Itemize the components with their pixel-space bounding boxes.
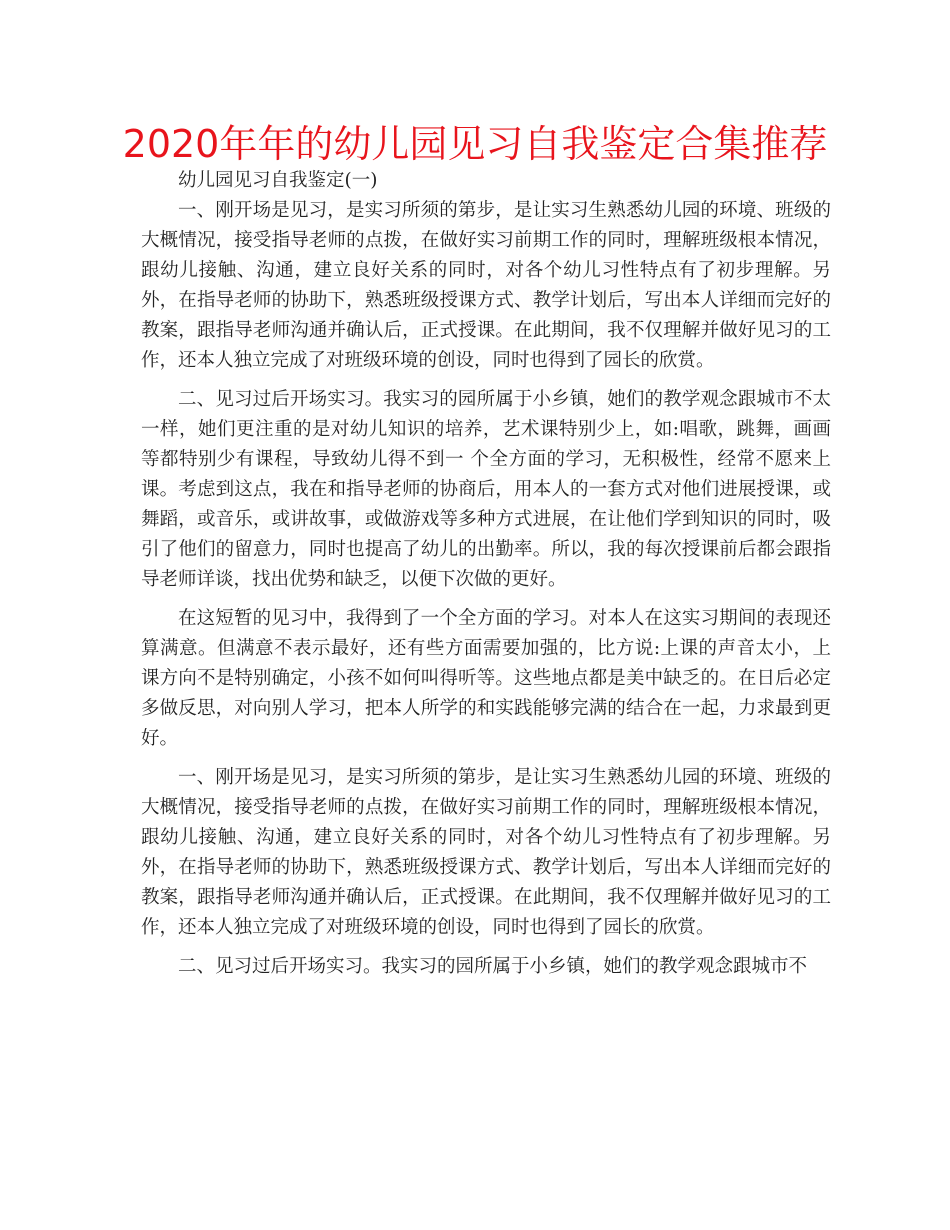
paragraph: 二、见习过后开场实习。我实习的园所属于小乡镇，她们的教学观念跟城市不 (178, 956, 808, 977)
document-body (141, 166, 831, 982)
section-subtitle: 幼儿园见习自我鉴定(一) (178, 170, 378, 191)
paragraph: 在这短暂的见习中，我得到了一个全方面的学习。对本人在这实习期间的表现还算满意。但满意不表示最好，还有些方面需要加强的，比方说:上课的声音太小，上课方向不是特别确定，小孩不如何叫得听等。这些地点都是美中缺乏的。在日后必定多做反思，对向别人学习，把本人所学的和实践能够完满的结合在一起，力求最到更好。 (141, 608, 831, 749)
paragraph: 一、刚开场是见习，是实习所须的第步，是让实习生熟悉幼儿园的环境、班级的大概情况，接受指导老师的点拨，在做好实习前期工作的同时，理解班级根本情况，跟幼儿接触、沟通，建立良好关系的同时，对各个幼儿习性特点有了初步理解。另外，在指导老师的协助下，熟悉班级授课方式、教学计划后，写出本人详细而完好的教案，跟指导老师沟通并确认后，正式授课。在此期间，我不仅理解并做好见习的工作，还本人独立完成了对班级环境的创设，同时也得到了园长的欣赏。 (141, 767, 831, 938)
document-title: 2020年年的幼儿园见习自我鉴定合集推荐 (122, 122, 828, 166)
paragraph: 一、刚开场是见习，是实习所须的第步，是让实习生熟悉幼儿园的环境、班级的大概情况，接受指导老师的点拨，在做好实习前期工作的同时，理解班级根本情况，跟幼儿接触、沟通，建立良好关系的同时，对各个幼儿习性特点有了初步理解。另外，在指导老师的协助下，熟悉班级授课方式、教学计划后，写出本人详细而完好的教案，跟指导老师沟通并确认后，正式授课。在此期间，我不仅理解并做好见习的工作，还本人独立完成了对班级环境的创设，同时也得到了园长的欣赏。 (141, 200, 831, 371)
paragraph: 二、见习过后开场实习。我实习的园所属于小乡镇，她们的教学观念跟城市不太一样，她们更注重的是对幼儿知识的培养，艺术课特别少上，如:唱歌，跳舞，画画等都特别少有课程，导致幼儿得不到一 个全方面的学习，无积极性，经常不愿来上课。考虑到这点，我在和指导老师的协商后，用本人的一套方式对他们进展授课，或舞蹈，或音乐，或讲故事，或做游戏等多种方式进展，在让他们学到知识的同时，吸引了他们的留意力，同时也提高了幼儿的出勤率。所以，我的每次授课前后都会跟指导老师详谈，找出优势和缺乏，以便下次做的更好。 (141, 389, 831, 590)
